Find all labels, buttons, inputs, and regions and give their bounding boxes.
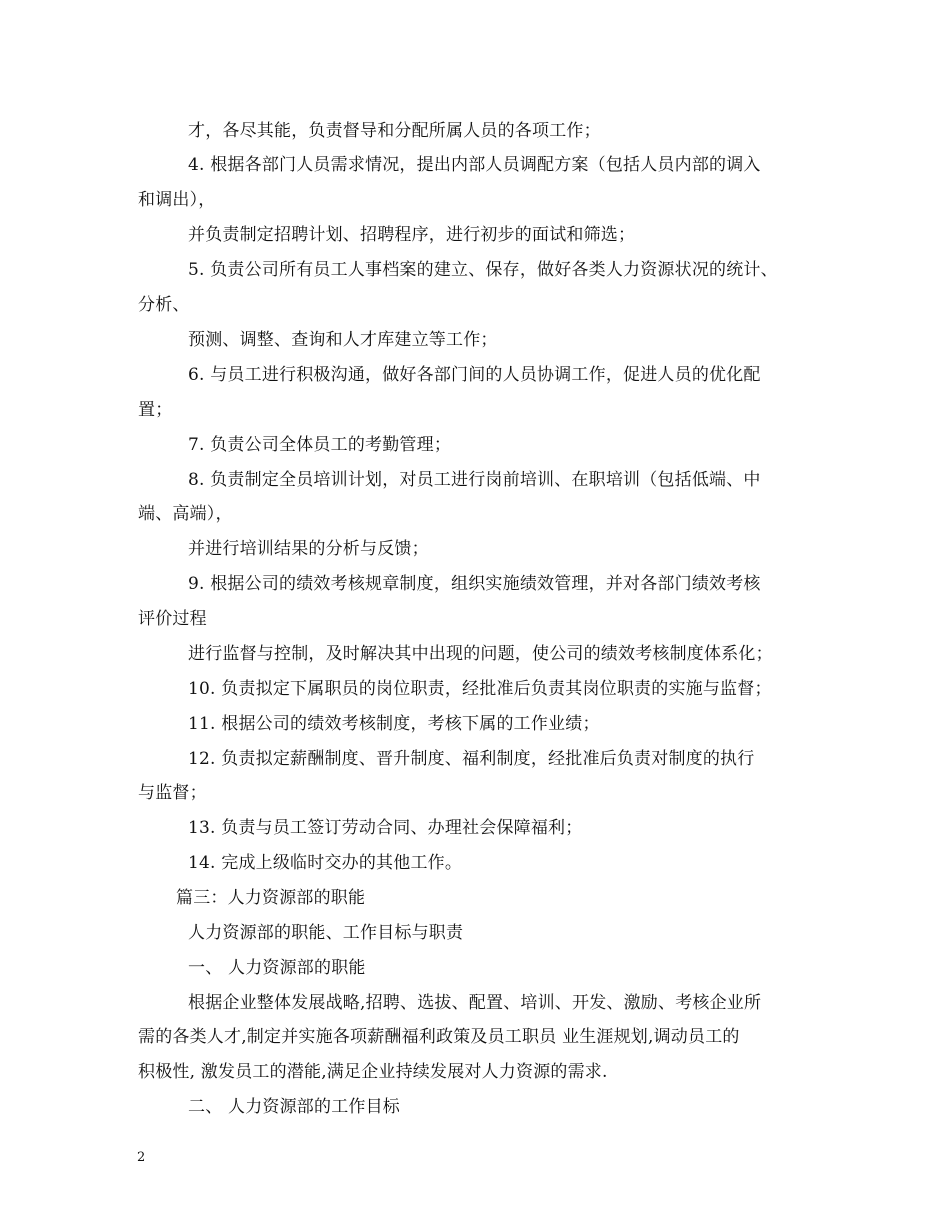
text-line: 和调出），: [138, 190, 216, 210]
list-item-14: 14. 完成上级临时交办的其他工作。: [188, 853, 463, 873]
text-line: 预测、调整、查询和人才库建立等工作；: [188, 330, 498, 350]
list-item-7: 7. 负责公司全体员工的考勤管理；: [188, 435, 452, 455]
text-line: 与监督；: [138, 783, 207, 803]
list-item-5: 5. 负责公司所有员工人事档案的建立、保存，做好各类人力资源状况的统计、: [188, 260, 778, 280]
list-item-4: 4. 根据各部门人员需求情况，提出内部人员调配方案（包括人员内部的调入: [188, 155, 761, 175]
section-heading-1: 一、 人力资源部的职能: [188, 958, 366, 978]
section-heading-2: 二、 人力资源部的工作目标: [188, 1097, 401, 1117]
list-item-11: 11. 根据公司的绩效考核制度，考核下属的工作业绩；: [188, 714, 600, 734]
text-line: 并进行培训结果的分析与反馈；: [188, 539, 429, 559]
list-item-8: 8. 负责制定全员培训计划，对员工进行岗前培训、在职培训（包括低端、中: [188, 470, 761, 490]
list-item-9: 9. 根据公司的绩效考核规章制度，组织实施绩效管理，并对各部门绩效考核: [188, 574, 761, 594]
text-line: 置；: [138, 400, 173, 420]
paragraph-line: 需的各类人才,制定并实施各项薪酬福利政策及员工职员 业生涯规划,调动员工的: [138, 1027, 740, 1047]
list-item-13: 13. 负责与员工签订劳动合同、办理社会保障福利；: [188, 818, 583, 838]
text-line: 才，各尽其能，负责督导和分配所属人员的各项工作；: [188, 121, 601, 141]
paragraph-line: 积极性, 激发员工的潜能,满足企业持续发展对人力资源的需求.: [138, 1062, 608, 1082]
text-line: 进行监督与控制，及时解决其中出现的问题，使公司的绩效考核制度体系化；: [188, 644, 773, 664]
list-item-10: 10. 负责拟定下属职员的岗位职责，经批准后负责其岗位职责的实施与监督；: [188, 679, 772, 699]
paragraph-line: 根据企业整体发展战略,招聘、选拔、配置、培训、开发、激励、考核企业所: [188, 993, 762, 1013]
text-line: 评价过程: [138, 609, 207, 629]
section-heading: 篇三：人力资源部的职能: [176, 888, 366, 908]
text-line: 并负责制定招聘计划、招聘程序，进行初步的面试和筛选；: [188, 225, 636, 245]
list-item-6: 6. 与员工进行积极沟通，做好各部门间的人员协调工作，促进人员的优化配: [188, 365, 761, 385]
text-line: 分析、: [138, 295, 190, 315]
subheading: 人力资源部的职能、工作目标与职责: [188, 923, 464, 943]
text-line: 端、高端），: [138, 504, 233, 524]
list-item-12: 12. 负责拟定薪酬制度、晋升制度、福利制度，经批准后负责对制度的执行: [188, 749, 755, 769]
page-number: 2: [137, 1150, 146, 1165]
